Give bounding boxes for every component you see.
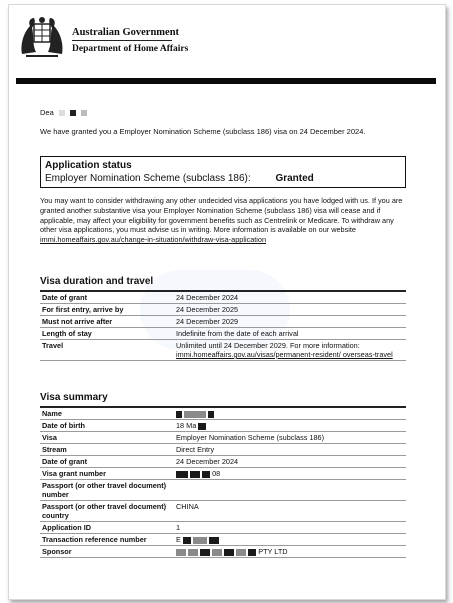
travel-link[interactable]: immi.homeaffairs.gov.au/visas/permanent-resident/ overseas-travel bbox=[176, 350, 393, 359]
status-title: Application status bbox=[45, 160, 132, 171]
table-row bbox=[40, 420, 406, 432]
row-value: Employer Nomination Scheme (subclass 186) bbox=[174, 432, 406, 444]
redaction bbox=[176, 549, 186, 556]
row-label: Application ID bbox=[40, 522, 174, 534]
intro-paragraph: We have granted you a Employer Nomination Scheme (subclass 186) visa on 24 December 2024. bbox=[40, 127, 366, 136]
status-row bbox=[45, 172, 401, 185]
duration-table bbox=[40, 292, 406, 361]
table-row bbox=[40, 501, 406, 522]
grant-number-value: 08 bbox=[212, 469, 221, 478]
summary-title: Visa summary bbox=[40, 392, 108, 403]
redaction bbox=[202, 471, 210, 478]
row-label: Transaction reference number bbox=[40, 534, 174, 546]
withdraw-link[interactable]: immi.homeaffairs.gov.au/change-in-situation/withdraw-visa-application bbox=[40, 235, 267, 245]
divider bbox=[72, 40, 172, 41]
greeting bbox=[40, 108, 87, 117]
row-value: 24 December 2025 bbox=[174, 304, 406, 316]
row-label: Passport (or other travel document) number bbox=[40, 480, 174, 501]
row-value: Direct Entry bbox=[174, 444, 406, 456]
government-name: Australian Government bbox=[72, 27, 180, 38]
table-row bbox=[40, 444, 406, 456]
row-label: Date of grant bbox=[40, 456, 174, 468]
row-value bbox=[174, 408, 406, 420]
table-row bbox=[40, 316, 406, 328]
table-row bbox=[40, 340, 406, 361]
redaction bbox=[212, 549, 222, 556]
redaction bbox=[188, 549, 198, 556]
withdraw-notice bbox=[40, 196, 412, 245]
redaction bbox=[209, 537, 219, 544]
row-value bbox=[174, 480, 406, 501]
row-label: Date of birth bbox=[40, 420, 174, 432]
redaction bbox=[184, 411, 206, 418]
row-label: Name bbox=[40, 408, 174, 420]
header-bar bbox=[16, 78, 436, 84]
row-value bbox=[174, 340, 406, 361]
duration-title: Visa duration and travel bbox=[40, 276, 154, 287]
row-label: Visa bbox=[40, 432, 174, 444]
redaction bbox=[236, 549, 246, 556]
row-value: Indefinite from the date of each arrival bbox=[174, 328, 406, 340]
row-label: Date of grant bbox=[40, 292, 174, 304]
row-label: Must not arrive after bbox=[40, 316, 174, 328]
redaction bbox=[198, 423, 206, 430]
row-label: Length of stay bbox=[40, 328, 174, 340]
row-label: For first entry, arrive by bbox=[40, 304, 174, 316]
table-row bbox=[40, 456, 406, 468]
row-label: Stream bbox=[40, 444, 174, 456]
row-label: Passport (or other travel document) country bbox=[40, 501, 174, 522]
row-value: CHINA bbox=[174, 501, 406, 522]
redaction bbox=[70, 110, 76, 116]
dob-value: 18 Ma bbox=[176, 421, 197, 430]
table-row bbox=[40, 408, 406, 420]
notice-text: You may want to consider withdrawing any other undecided visa applications you have lodged with us. If you are granted another substantive visa your Employer Nomination Scheme (subclass 186) visa will cease and if applicable, may affect your eligibility for government benefits such as Centrelink or Medicare. To withdraw any other visa applications, you must advise us in writing. More information is available on our website bbox=[40, 196, 403, 235]
redaction bbox=[190, 471, 200, 478]
redaction bbox=[200, 549, 210, 556]
row-value bbox=[174, 534, 406, 546]
table-row bbox=[40, 534, 406, 546]
row-value: 24 December 2029 bbox=[174, 316, 406, 328]
redaction bbox=[248, 549, 256, 556]
row-label: Visa grant number bbox=[40, 468, 174, 480]
table-row bbox=[40, 304, 406, 316]
travel-text: Unlimited until 24 December 2029. For more information: bbox=[176, 341, 360, 350]
table-row bbox=[40, 432, 406, 444]
greeting-text: Dea bbox=[40, 108, 54, 117]
redaction bbox=[176, 471, 188, 478]
table-row bbox=[40, 522, 406, 534]
redaction bbox=[224, 549, 234, 556]
trn-value: E bbox=[176, 535, 181, 544]
row-label: Travel bbox=[40, 340, 174, 361]
row-value: 1 bbox=[174, 522, 406, 534]
redaction bbox=[208, 411, 214, 418]
redaction bbox=[81, 110, 87, 116]
department-name: Department of Home Affairs bbox=[72, 44, 189, 54]
sponsor-value: PTY LTD bbox=[258, 547, 288, 556]
row-value bbox=[174, 420, 406, 432]
table-row bbox=[40, 480, 406, 501]
coat-of-arms-icon bbox=[16, 14, 68, 60]
redaction bbox=[183, 537, 191, 544]
row-value: 24 December 2024 bbox=[174, 456, 406, 468]
summary-table bbox=[40, 408, 406, 558]
redaction bbox=[193, 537, 207, 544]
status-visa: Employer Nomination Scheme (subclass 186): bbox=[45, 173, 251, 184]
application-status-box bbox=[40, 156, 406, 188]
row-value bbox=[174, 546, 406, 558]
table-row bbox=[40, 468, 406, 480]
table-row bbox=[40, 546, 406, 558]
row-label: Sponsor bbox=[40, 546, 174, 558]
row-value: 24 December 2024 bbox=[174, 292, 406, 304]
table-row bbox=[40, 328, 406, 340]
table-row bbox=[40, 292, 406, 304]
row-value bbox=[174, 468, 406, 480]
redaction bbox=[176, 411, 182, 418]
status-result: Granted bbox=[275, 173, 314, 184]
redaction bbox=[59, 110, 65, 116]
